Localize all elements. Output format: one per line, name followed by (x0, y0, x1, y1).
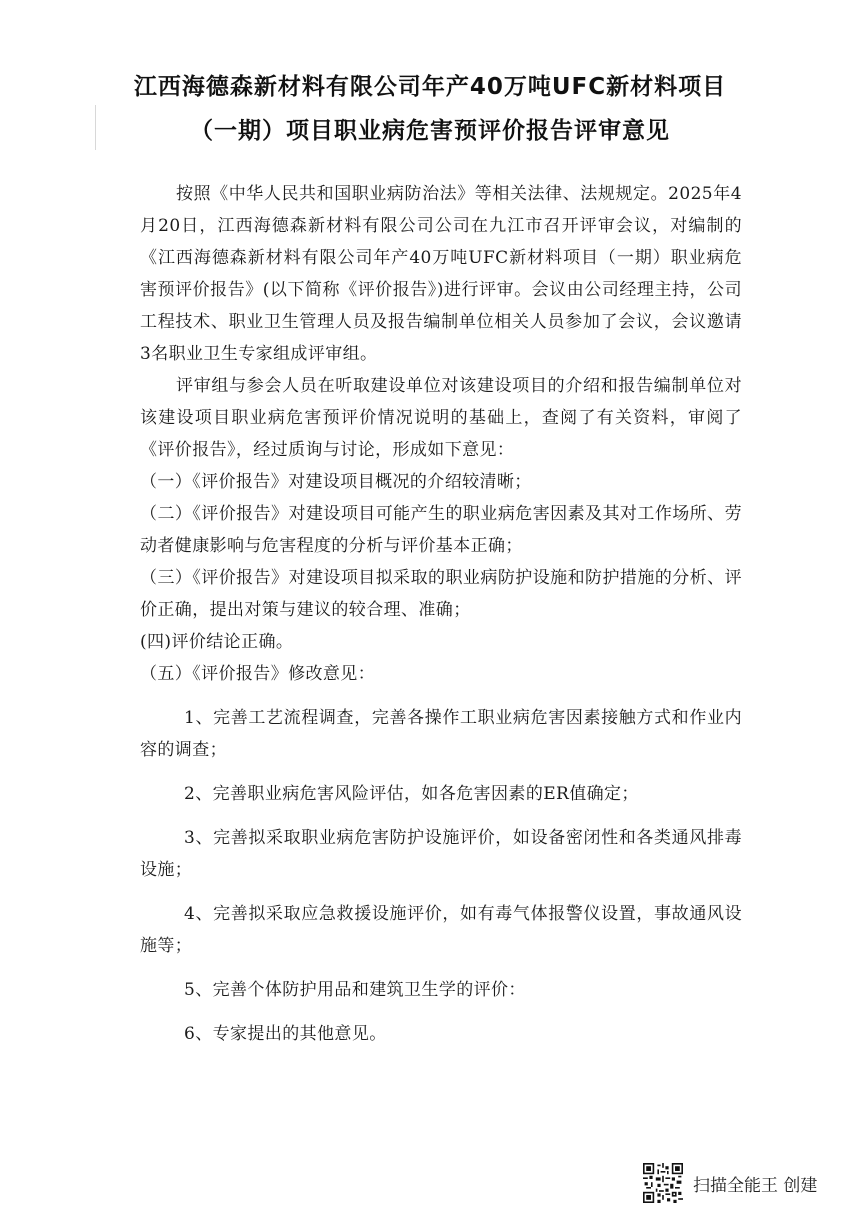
review-paragraph: 评审组与参会人员在听取建设单位对该建设项目的介绍和报告编制单位对该建设项目职业病危害预评价情况说明的基础上，查阅了有关资料，审阅了《评价报告》，经过质询与讨论，形成如下意见： (140, 376, 742, 460)
opinion-item: （二）《评价报告》对建设项目可能产生的职业病危害因素及其对工作场所、劳动者健康影响与危害程度的分析与评价基本正确； (140, 504, 742, 556)
revision-item: 2、完善职业病危害风险评估，如各危害因素的ER值确定； (184, 784, 639, 804)
revision-item: 3、完善拟采取职业病危害防护设施评价，如设备密闭性和各类通风排毒设施； (140, 828, 742, 880)
opinion-item: (四)评价结论正确。 (140, 632, 294, 652)
revision-item: 5、完善个体防护用品和建筑卫生学的评价： (184, 980, 526, 1000)
scanner-watermark (643, 1162, 817, 1204)
scanner-watermark-text: 扫描全能王 创建 (693, 1175, 818, 1196)
document-body (140, 178, 742, 1050)
revision-item: 4、完善拟采取应急救援设施评价，如有毒气体报警仪设置，事故通风设施等； (140, 904, 742, 956)
opinion-item: （五）《评价报告》修改意见： (140, 664, 376, 684)
intro-paragraph: 按照《中华人民共和国职业病防治法》等相关法律、法规规定。2025年4月20日，江西海德森新材料有限公司公司在九江市召开评审会议，对编制的《江西海德森新材料有限公司年产40万吨UFC新材料项目（一期）职业病危害预评价报告》(以下简称《评价报告》)进行评审。会议由公司经理主持，公司工程技术、职业卫生管理人员及报告编制单位相关人员参加了会议，会议邀请3名职业卫生专家组成评审组。 (140, 184, 742, 364)
document-title-line-2: （一期）项目职业病危害预评价报告评审意见 (190, 118, 670, 144)
opinion-item: （一）《评价报告》对建设项目概况的介绍较清晰； (140, 472, 532, 492)
qr-code-icon (643, 1163, 683, 1203)
revision-item: 6、专家提出的其他意见。 (184, 1024, 387, 1044)
opinion-item: （三）《评价报告》对建设项目拟采取的职业病防护设施和防护措施的分析、评价正确，提出对策与建议的较合理、准确； (140, 568, 742, 620)
revision-item: 1、完善工艺流程调查，完善各操作工职业病危害因素接触方式和作业内容的调查； (140, 708, 742, 760)
document-title-line-1: 江西海德森新材料有限公司年产40万吨UFC新材料项目 (133, 74, 727, 100)
